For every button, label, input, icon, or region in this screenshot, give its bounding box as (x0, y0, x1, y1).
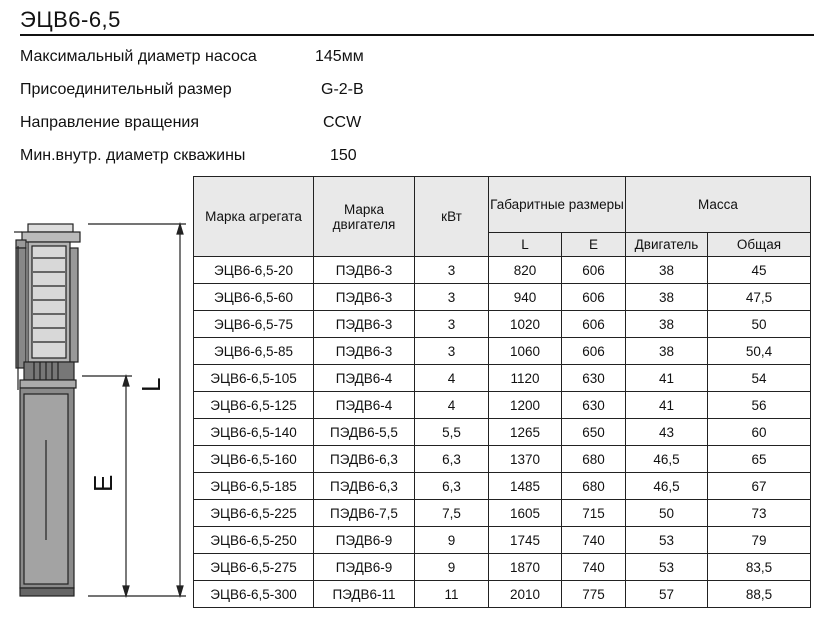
cell-E: 630 (562, 365, 626, 392)
cell-mass-total: 50,4 (708, 338, 811, 365)
cell-unit: ЭЦВ6-6,5-105 (194, 365, 314, 392)
dimension-label-E: E (88, 474, 118, 492)
spec-label: Присоединительный размер (20, 81, 232, 98)
cell-E: 680 (562, 446, 626, 473)
cell-mass-motor: 53 (626, 527, 708, 554)
spec-min-well-diameter (20, 145, 357, 167)
cell-motor: ПЭДВ6-11 (314, 581, 415, 608)
cell-motor: ПЭДВ6-4 (314, 392, 415, 419)
cell-kw: 11 (415, 581, 489, 608)
cell-E: 715 (562, 500, 626, 527)
title-underline (20, 34, 814, 36)
header-dim-E: E (562, 233, 626, 257)
cell-L: 1485 (489, 473, 562, 500)
table-row (194, 500, 811, 527)
spec-connection-size (20, 79, 364, 101)
cell-kw: 9 (415, 554, 489, 581)
cell-unit: ЭЦВ6-6,5-160 (194, 446, 314, 473)
cell-mass-motor: 53 (626, 554, 708, 581)
cell-mass-total: 83,5 (708, 554, 811, 581)
cell-mass-total: 60 (708, 419, 811, 446)
cell-motor: ПЭДВ6-6,3 (314, 446, 415, 473)
cell-mass-motor: 38 (626, 338, 708, 365)
cell-motor: ПЭДВ6-9 (314, 554, 415, 581)
cell-kw: 6,3 (415, 473, 489, 500)
cell-mass-total: 79 (708, 527, 811, 554)
dimension-label-L: L (136, 377, 166, 392)
cell-L: 940 (489, 284, 562, 311)
cell-unit: ЭЦВ6-6,5-185 (194, 473, 314, 500)
cell-mass-total: 45 (708, 257, 811, 284)
cell-L: 820 (489, 257, 562, 284)
cell-unit: ЭЦВ6-6,5-140 (194, 419, 314, 446)
specs-table (193, 176, 811, 608)
cell-E: 650 (562, 419, 626, 446)
spec-label: Мин.внутр. диаметр скважины (20, 147, 246, 164)
cell-unit: ЭЦВ6-6,5-300 (194, 581, 314, 608)
cell-unit: ЭЦВ6-6,5-275 (194, 554, 314, 581)
cell-kw: 5,5 (415, 419, 489, 446)
cell-motor: ПЭДВ6-9 (314, 527, 415, 554)
cell-L: 1370 (489, 446, 562, 473)
cell-mass-total: 56 (708, 392, 811, 419)
cell-mass-motor: 46,5 (626, 446, 708, 473)
cell-mass-total: 47,5 (708, 284, 811, 311)
header-mass-total: Общая (708, 233, 811, 257)
cell-unit: ЭЦВ6-6,5-225 (194, 500, 314, 527)
cell-motor: ПЭДВ6-7,5 (314, 500, 415, 527)
cell-mass-motor: 38 (626, 257, 708, 284)
table-row (194, 257, 811, 284)
cell-unit: ЭЦВ6-6,5-60 (194, 284, 314, 311)
cell-kw: 6,3 (415, 446, 489, 473)
cell-kw: 3 (415, 284, 489, 311)
cell-E: 680 (562, 473, 626, 500)
spec-value: 150 (330, 147, 357, 164)
cell-motor: ПЭДВ6-4 (314, 365, 415, 392)
cell-motor: ПЭДВ6-3 (314, 284, 415, 311)
table-row (194, 392, 811, 419)
spec-label: Максимальный диаметр насоса (20, 48, 257, 65)
cell-kw: 4 (415, 392, 489, 419)
cell-mass-total: 50 (708, 311, 811, 338)
cell-mass-motor: 50 (626, 500, 708, 527)
spec-value: G-2-B (321, 81, 364, 98)
cell-motor: ПЭДВ6-3 (314, 338, 415, 365)
cell-E: 606 (562, 257, 626, 284)
cell-mass-motor: 38 (626, 284, 708, 311)
cell-L: 1745 (489, 527, 562, 554)
header-motor: Марка двигателя (314, 177, 415, 257)
cell-kw: 4 (415, 365, 489, 392)
table-row (194, 527, 811, 554)
table-body (194, 257, 811, 608)
cell-L: 1605 (489, 500, 562, 527)
cell-L: 1870 (489, 554, 562, 581)
table-row (194, 338, 811, 365)
header-mass-motor: Двигатель (626, 233, 708, 257)
cell-E: 606 (562, 338, 626, 365)
cell-E: 740 (562, 527, 626, 554)
cell-unit: ЭЦВ6-6,5-85 (194, 338, 314, 365)
cell-mass-total: 65 (708, 446, 811, 473)
page-title: ЭЦВ6-6,5 (20, 7, 121, 32)
cell-unit: ЭЦВ6-6,5-250 (194, 527, 314, 554)
table-row (194, 473, 811, 500)
cell-mass-motor: 43 (626, 419, 708, 446)
spec-value: CCW (323, 114, 362, 131)
cell-mass-total: 54 (708, 365, 811, 392)
table-row (194, 365, 811, 392)
cell-E: 775 (562, 581, 626, 608)
cell-motor: ПЭДВ6-3 (314, 311, 415, 338)
cell-mass-motor: 41 (626, 392, 708, 419)
cell-mass-motor: 41 (626, 365, 708, 392)
cell-kw: 3 (415, 257, 489, 284)
cell-motor: ПЭДВ6-6,3 (314, 473, 415, 500)
cell-mass-total: 67 (708, 473, 811, 500)
header-dims: Габаритные размеры (489, 177, 626, 233)
table-row (194, 554, 811, 581)
cell-motor: ПЭДВ6-5,5 (314, 419, 415, 446)
table-row (194, 284, 811, 311)
cell-mass-motor: 46,5 (626, 473, 708, 500)
spec-value: 145мм (315, 48, 364, 65)
cell-L: 1060 (489, 338, 562, 365)
cell-unit: ЭЦВ6-6,5-125 (194, 392, 314, 419)
cell-unit: ЭЦВ6-6,5-75 (194, 311, 314, 338)
spec-max-diameter (20, 46, 364, 68)
header-unit: Марка агрегата (194, 177, 314, 257)
spec-rotation (20, 112, 361, 134)
cell-mass-total: 88,5 (708, 581, 811, 608)
header-mass: Масса (626, 177, 811, 233)
table-row (194, 446, 811, 473)
cell-E: 606 (562, 284, 626, 311)
cell-E: 630 (562, 392, 626, 419)
cell-L: 1120 (489, 365, 562, 392)
cell-mass-motor: 38 (626, 311, 708, 338)
cell-unit: ЭЦВ6-6,5-20 (194, 257, 314, 284)
table-row (194, 581, 811, 608)
cell-kw: 3 (415, 311, 489, 338)
cell-mass-total: 73 (708, 500, 811, 527)
table-row (194, 311, 811, 338)
table-row (194, 419, 811, 446)
header-dim-L: L (489, 233, 562, 257)
header-kw: кВт (415, 177, 489, 257)
cell-E: 740 (562, 554, 626, 581)
cell-kw: 7,5 (415, 500, 489, 527)
cell-kw: 3 (415, 338, 489, 365)
cell-E: 606 (562, 311, 626, 338)
cell-motor: ПЭДВ6-3 (314, 257, 415, 284)
spec-label: Направление вращения (20, 114, 200, 131)
cell-L: 1020 (489, 311, 562, 338)
cell-L: 2010 (489, 581, 562, 608)
cell-L: 1200 (489, 392, 562, 419)
cell-L: 1265 (489, 419, 562, 446)
pump-drawing (0, 210, 195, 639)
cell-kw: 9 (415, 527, 489, 554)
cell-mass-motor: 57 (626, 581, 708, 608)
